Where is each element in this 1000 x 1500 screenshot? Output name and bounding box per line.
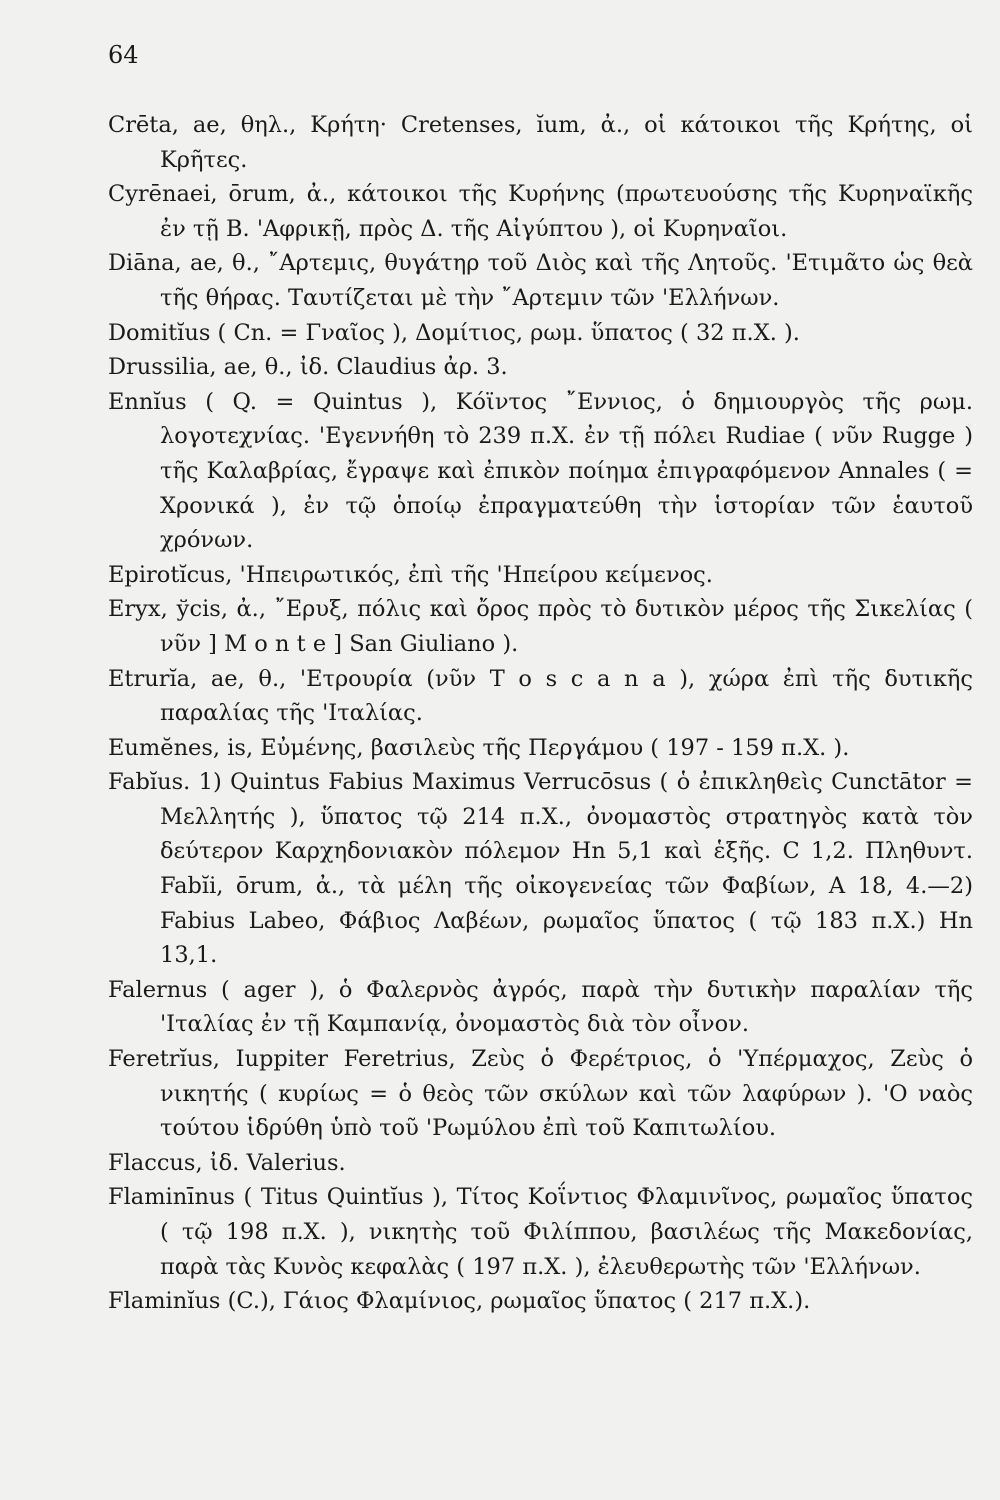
entry-ennius: Ennĭus ( Q. = Quintus ), Κόϊντος ῎Εννιος, ὁ δημιουργὸς τῆς ρωμ. λογοτεχνίας. 'Εγεννήθη τὸ 239 π.Χ. ἐν τῇ πόλει Rudiae ( νῦν Rugge ) τῆς Καλαβρίας, ἔγραψε καὶ ἐπικὸν ποίημα ἐπιγραφόμενον Annales ( = Χρονικά ), ἐν τῷ ὁποίῳ ἐπραγματεύθη τὴν ἱστορίαν τῶν ἑαυτοῦ χρόνων. (108, 388, 973, 554)
entry-flamininus: Flaminīnus ( Titus Quintĭus ), Τίτος Κοΐντιος Φλαμινῖνος, ρωμαῖος ὕπατος ( τῷ 198 π.Χ. ), νικητὴς τοῦ Φιλίππου, βασιλέως τῆς Μακεδονίας, παρὰ τὰς Κυνὸς κεφαλὰς ( 197 π.Χ. ), ἐλευθερωτὴς τῶν 'Ελλήνων. (108, 1184, 973, 1280)
entry-flaccus: Flaccus, ἰδ. Valerius. (108, 1149, 346, 1176)
entry-list (108, 108, 973, 1319)
entry-diana: Diāna, ae, θ., ῎Αρτεμις, θυγάτηρ τοῦ Διὸς καὶ τῆς Λητοῦς. 'Ετιμᾶτο ὡς θεὰ τῆς θήρας. Ταυτίζεται μὲ τὴν ῎Αρτεμιν τῶν 'Ελλήνων. (108, 250, 973, 311)
entry-epiroticus: Epirotĭcus, 'Ηπειρωτικός, ἐπὶ τῆς 'Ηπείρου κείμενος. (108, 561, 713, 588)
entry-cyrenaei: Cyrēnaei, ōrum, ἀ., κάτοικοι τῆς Κυρήνης (πρωτευούσης τῆς Κυρηναϊκῆς ἐν τῇ Β. 'Αφρικῇ, πρὸς Δ. τῆς Αἰγύπτου ), οἱ Κυρηναῖοι. (108, 181, 973, 242)
entry-flaminius: Flaminĭus (C.), Γάιος Φλαμίνιος, ρωμαῖος ὕπατος ( 217 π.Χ.). (108, 1288, 811, 1315)
entry-etruria: Etrurĭa, ae, θ., 'Ετρουρία (νῦν T o s c a n a ), χώρα ἐπὶ τῆς δυτικῆς παραλίας τῆς 'Ιταλίας. (108, 665, 973, 727)
entry-feretrius: Feretrĭus, Iuppiter Feretrius, Ζεὺς ὁ Φερέτριος, ὁ 'Υπέρμαχος, Ζεὺς ὁ νικητής ( κυρίως = ὁ θεὸς τῶν σκύλων καὶ τῶν λαφύρων ). 'Ο ναὸς τούτου ἱδρύθη ὑπὸ τοῦ 'Ρωμύλου ἐπὶ τοῦ Καπιτωλίου. (108, 1046, 973, 1142)
entry-falernus: Falernus ( ager ), ὁ Φαλερνὸς ἀγρός, παρὰ τὴν δυτικὴν παραλίαν τῆς 'Ιταλίας ἐν τῇ Καμπανίᾳ, ὀνομαστὸς διὰ τὸν οἶνον. (108, 976, 973, 1038)
entry-creta: Crēta, ae, θηλ., Κρήτη· Cretenses, ĭum, ἀ., οἱ κάτοικοι τῆς Κρήτης, οἱ Κρῆτες. (108, 112, 973, 173)
entry-drussilia: Drussilia, ae, θ., ἰδ. Claudius ἀρ. 3. (108, 354, 508, 381)
entry-domitius: Domitĭus ( Cn. = Γναῖος ), Δομίτιος, ρωμ. ὕπατος ( 32 π.Χ. ). (108, 319, 800, 346)
entry-fabius: Fabĭus. 1) Quintus Fabius Maximus Verrucōsus ( ὁ ἐπικληθεὶς Cunctātor = Μελλητής ), ὕπατος τῷ 214 π.Χ., ὀνομαστὸς στρατηγὸς κατὰ τὸν δεύτερον Καρχηδονιακὸν πόλεμον Hn 5,1 καὶ ἑξῆς. C 1,2. Πληθυντ. Fabĭi, ōrum, ἀ., τὰ μέλη τῆς οἰκογενείας τῶν Φαβίων, A 18, 4.—2) Fabius Labeo, Φάβιος Λαβέων, ρωμαῖος ὕπατος ( τῷ 183 π.Χ.) Hn 13,1. (108, 769, 973, 969)
entry-eryx: Eryx, ўcis, ἀ., ῎Ερυξ, πόλις καὶ ὄρος πρὸς τὸ δυτικὸν μέρος τῆς Σικελίας ( νῦν ] M o n t e ] San Giuliano ). (108, 596, 973, 657)
page-number: 64 (108, 41, 139, 69)
entry-eumenes: Eumĕnes, is, Εὐμένης, βασιλεὺς τῆς Περγάμου ( 197 - 159 π.Χ. ). (108, 734, 850, 761)
